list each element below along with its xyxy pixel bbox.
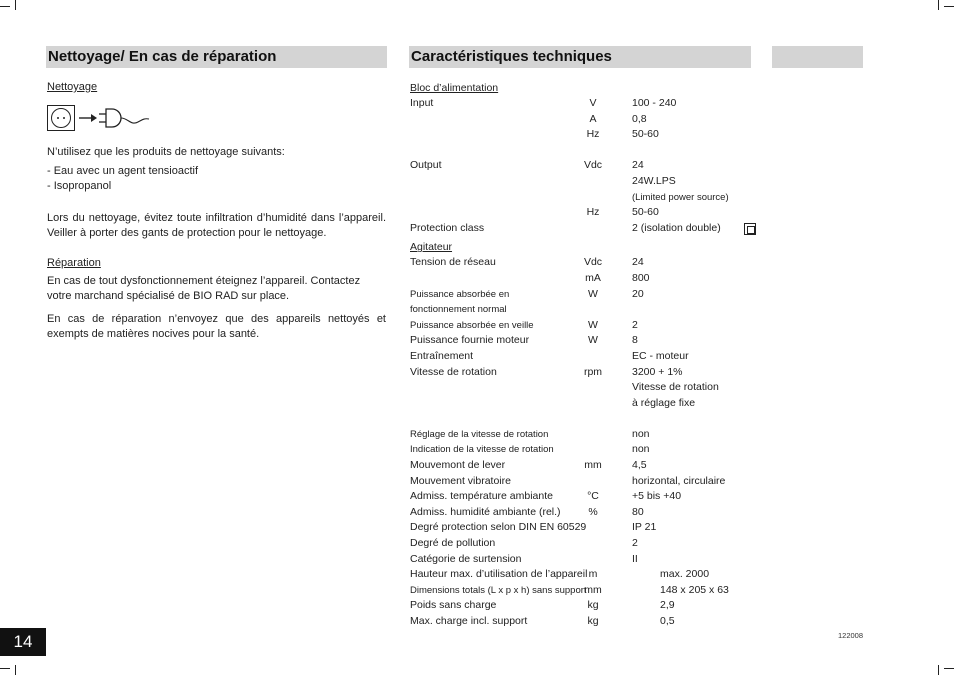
spec-value: 0,5 — [660, 615, 675, 627]
spec-unit: rpm — [583, 365, 603, 378]
crop-mark — [944, 668, 954, 669]
spec-row — [410, 520, 755, 536]
crop-mark — [15, 665, 16, 675]
spec-value: horizontal, circulaire — [632, 474, 726, 487]
spec-label: Output — [410, 159, 442, 172]
spec-label: Mouvemont de lever — [410, 459, 506, 472]
spec-label: Mouvement vibratoire — [410, 474, 511, 487]
spec-value: 0,8 — [632, 112, 647, 125]
spec-label: Puissance fournie moteur — [410, 334, 530, 347]
cleaning-warning: Lors du nettoyage, évitez toute infiltration d’humidité dans l’appareil. Veiller à porter des gants de protection pour le nettoyage. — [47, 212, 386, 239]
spec-value: max. 2000 — [660, 568, 710, 581]
spec-label: Catégorie de surtension — [410, 552, 522, 565]
cleaning-heading: Nettoyage — [47, 81, 98, 93]
crop-mark — [938, 665, 939, 675]
spec-row — [410, 302, 755, 318]
spec-value: 100 - 240 — [632, 97, 677, 109]
spec-unit: V — [589, 97, 597, 109]
spec-value: Vitesse de rotation — [632, 381, 719, 394]
spec-unit: W — [588, 334, 598, 347]
spec-label: Puissance absorbée en — [410, 288, 510, 300]
repair-note: En cas de réparation n’envoyez que des appareils nettoyés et exempts de matières nocives pour la santé. — [47, 313, 386, 340]
spec-row — [410, 505, 755, 521]
spec-row — [410, 143, 755, 159]
spec-label: Tension de réseau — [410, 256, 496, 269]
double-insulation-icon — [744, 223, 756, 235]
spec-label: Réglage de la vitesse de rotation — [410, 428, 549, 440]
spec-label: Input — [410, 97, 434, 109]
spec-value: 24 — [632, 159, 644, 172]
spec-value: IP 21 — [632, 521, 657, 534]
spec-unit: mm — [584, 459, 602, 472]
spec-row — [410, 583, 755, 599]
spec-row — [410, 318, 755, 334]
spec-value: 50-60 — [632, 206, 659, 219]
spec-unit: Hz — [586, 206, 600, 219]
spec-value: +5 bis +40 — [632, 490, 682, 503]
spec-row — [410, 255, 755, 271]
spec-row — [410, 333, 755, 349]
spec-label: Degré protection selon DIN EN 60529 — [410, 521, 587, 534]
crop-mark — [0, 668, 10, 669]
spec-value: 80 — [632, 505, 644, 518]
spec-row — [410, 112, 755, 128]
spec-row — [410, 349, 755, 365]
spec-row — [410, 271, 755, 287]
spec-unit: W — [588, 287, 598, 300]
spec-value: non — [632, 427, 650, 440]
spec-unit: A — [589, 112, 597, 125]
spec-value: 3200 + 1% — [632, 365, 683, 378]
spec-row — [410, 380, 755, 396]
left-section-title: Nettoyage/ En cas de réparation — [48, 48, 277, 65]
power-supply-heading: Bloc d’alimentation — [410, 82, 499, 94]
page-number: 14 — [0, 628, 46, 656]
spec-label: Protection class — [410, 221, 485, 234]
spec-label: Indication de la vitesse de rotation — [410, 444, 554, 456]
spec-unit: kg — [587, 599, 599, 612]
left-section-header — [46, 46, 387, 68]
spec-value: 148 x 205 x 63 — [660, 583, 729, 596]
spec-value: 4,5 — [632, 459, 647, 472]
spec-label: Admiss. température ambiante — [410, 490, 553, 503]
spec-label: Entraînement — [410, 349, 474, 362]
spec-label: Max. charge incl. support — [410, 615, 528, 627]
spec-value: 50-60 — [632, 128, 659, 141]
spec-unit: mm — [584, 583, 602, 596]
spec-value: 800 — [632, 271, 650, 284]
spec-unit: % — [588, 505, 598, 518]
spec-row — [410, 190, 755, 206]
spec-row — [410, 427, 755, 443]
power-socket-icon — [47, 105, 75, 131]
blank-header-bar — [772, 46, 863, 68]
spec-row — [410, 127, 755, 143]
right-section-title: Caractéristiques techniques — [411, 48, 612, 65]
spec-value: 2 (isolation double) — [632, 221, 721, 234]
spec-row — [410, 365, 755, 381]
spec-label: Vitesse de rotation — [410, 365, 497, 378]
spec-value: EC - moteur — [632, 349, 689, 362]
spec-row — [410, 396, 755, 412]
crop-mark — [0, 6, 10, 7]
spec-unit: kg — [587, 615, 599, 627]
spec-value: 20 — [632, 287, 644, 300]
spec-value: 2 — [632, 537, 638, 550]
repair-text: En cas de tout dysfonctionnement éteignez l’appareil. Contactez votre marchand spécialisé de BIO RAD sur place. — [47, 275, 361, 302]
spec-label: Hauteur max. d’utilisation de l’appareil — [410, 568, 588, 581]
right-section-header — [409, 46, 751, 68]
spec-value: à réglage fixe — [632, 396, 696, 409]
spec-row — [410, 489, 755, 505]
spec-unit: °C — [587, 490, 599, 503]
spec-row — [410, 614, 755, 630]
spec-row — [410, 552, 755, 568]
repair-heading: Réparation — [47, 257, 101, 269]
spec-label: Dimensions totals (L x p x h) sans support — [410, 584, 587, 596]
spec-unit: m — [588, 568, 598, 581]
spec-row — [410, 458, 755, 474]
spec-row — [410, 205, 755, 221]
unplug-instruction-graphic — [47, 105, 386, 131]
spec-label: Admiss. humidité ambiante (rel.) — [410, 505, 561, 518]
spec-row — [410, 158, 755, 174]
spec-row — [410, 536, 755, 552]
spec-value: 24W.LPS — [632, 174, 676, 187]
spec-row — [410, 567, 755, 583]
spec-row — [410, 442, 755, 458]
spec-value: (Limited power source) — [632, 191, 729, 203]
spec-label: fonctionnement normal — [410, 304, 507, 316]
spec-label: Degré de pollution — [410, 537, 496, 550]
power-supply-table — [410, 96, 755, 236]
spec-value: 24 — [632, 256, 644, 269]
spec-unit: Vdc — [583, 159, 603, 172]
crop-mark — [15, 0, 16, 10]
crop-mark — [938, 0, 939, 10]
arrow-right-icon — [78, 112, 98, 124]
cleaning-repair-section — [47, 80, 386, 342]
power-plug-icon — [98, 106, 150, 130]
spec-row — [410, 221, 755, 237]
spec-row — [410, 598, 755, 614]
spec-label: Puissance absorbée en veille — [410, 319, 534, 331]
spec-unit: W — [588, 318, 598, 331]
spec-row — [410, 287, 755, 303]
spec-row — [410, 96, 755, 112]
spec-value: 2 — [632, 318, 638, 331]
cleaning-agent-item: - Eau avec un agent tensioactif — [47, 165, 199, 177]
technical-specs-section — [410, 80, 755, 630]
spec-row — [410, 174, 755, 190]
cleaning-agent-item: - Isopropanol — [47, 180, 112, 192]
agitator-heading: Agitateur — [410, 241, 453, 254]
spec-row — [410, 474, 755, 490]
cleaning-intro: N’utilisez que les produits de nettoyage suivants: — [47, 146, 285, 158]
spec-label: Poids sans charge — [410, 599, 497, 612]
crop-mark — [944, 6, 954, 7]
spec-value: 2,9 — [660, 599, 675, 612]
spec-value: 8 — [632, 334, 638, 347]
agitator-table — [410, 255, 755, 629]
spec-unit: Vdc — [583, 256, 603, 269]
spec-unit: Hz — [586, 128, 600, 141]
spec-row — [410, 411, 755, 427]
document-code: 122008 — [838, 631, 864, 640]
spec-value: II — [632, 552, 638, 565]
spec-unit: mA — [585, 271, 601, 284]
spec-value: non — [632, 443, 650, 456]
